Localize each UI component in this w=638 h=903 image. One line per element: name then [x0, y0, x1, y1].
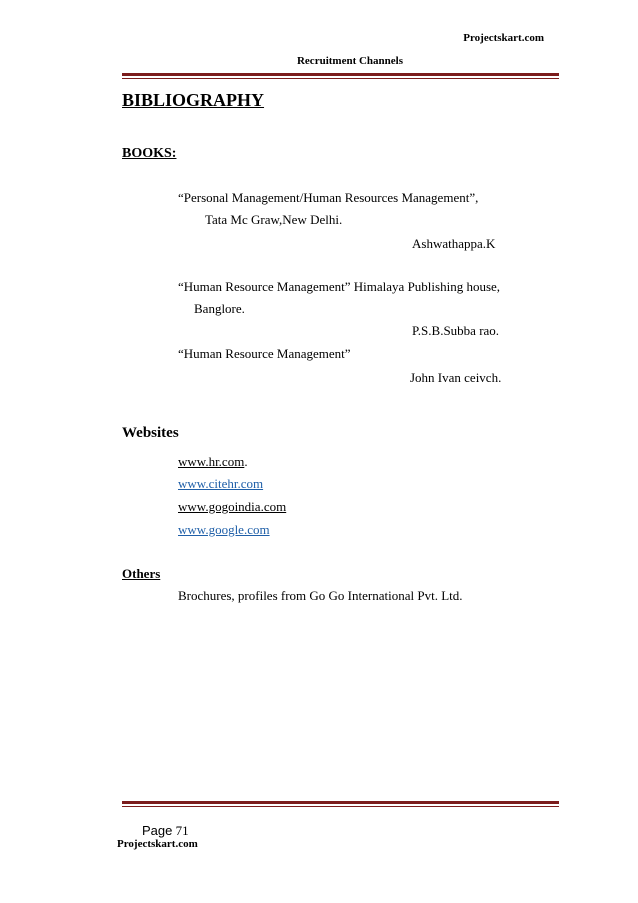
- website-item-hr: [178, 453, 248, 471]
- website-link-citehr[interactable]: www.citehr.com: [178, 476, 264, 491]
- book-1-publisher: Tata Mc Graw,New Delhi.: [205, 212, 343, 227]
- websites-heading: Websites: [122, 425, 179, 441]
- book-3-title: “Human Resource Management”: [178, 346, 351, 361]
- others-text: Brochures, profiles from Go Go International Pvt. Ltd.: [178, 588, 463, 603]
- page-number: [142, 823, 189, 839]
- header-rule: [122, 73, 559, 79]
- website-link-hr[interactable]: www.hr.com: [178, 454, 245, 469]
- book-1-title: “Personal Management/Human Resources Management”,: [178, 190, 479, 205]
- website-link-google[interactable]: www.google.com: [178, 522, 270, 537]
- book-2-title: “Human Resource Management” Himalaya Publishing house,: [178, 279, 501, 294]
- website-link-gogoindia[interactable]: www.gogoindia.com: [178, 499, 287, 514]
- others-heading: Others: [122, 566, 161, 581]
- books-heading: BOOKS:: [122, 146, 177, 161]
- page-number-value: 71: [175, 823, 189, 838]
- page-label: Page: [142, 823, 173, 838]
- book-2-author: P.S.B.Subba rao.: [412, 323, 500, 338]
- page-title: BIBLIOGRAPHY: [122, 90, 265, 110]
- footer-rule: [122, 801, 559, 807]
- website-suffix: .: [244, 454, 248, 469]
- header-site: Projectskart.com: [463, 32, 544, 44]
- header-title: Recruitment Channels: [296, 55, 404, 67]
- book-2-publisher: Banglore.: [194, 301, 245, 316]
- footer-site: Projectskart.com: [117, 838, 198, 850]
- book-1-author: Ashwathappa.K: [412, 236, 496, 251]
- book-3-author: John Ivan ceivch.: [410, 370, 502, 385]
